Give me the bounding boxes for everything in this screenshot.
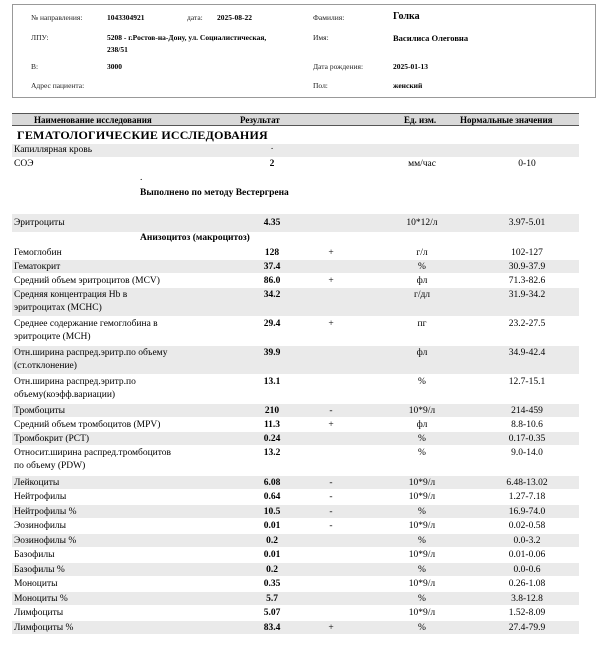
test-result: 0.35 (263, 578, 281, 589)
table-row (12, 418, 579, 431)
test-result: 0.64 (263, 491, 281, 502)
col-unit-header: Ед. изм. (404, 115, 437, 125)
table-row (12, 260, 579, 273)
test-unit: г/дл (413, 290, 431, 300)
test-result: 4.35 (263, 218, 281, 228)
test-flag: + (328, 419, 334, 430)
test-unit: % (418, 433, 426, 444)
test-name-cont: эритроцитах (MCHC) (14, 303, 102, 313)
test-unit: пг (417, 319, 427, 329)
test-reference: 1.27-7.18 (508, 491, 546, 502)
name-value: Василиса Олеговна (393, 33, 469, 43)
capillary-row (12, 144, 579, 157)
test-name: Среднее содержание гемоглобина в (14, 319, 158, 329)
test-reference: 23.2-27.5 (508, 319, 546, 329)
test-flag: - (329, 477, 333, 488)
test-name: Эритроциты (14, 218, 65, 228)
test-unit: % (418, 377, 426, 387)
referral-label: № направления: (31, 13, 83, 22)
test-name: Средняя концентрация Hb в (14, 290, 128, 300)
lpu-value-line2: 238/51 (107, 45, 128, 54)
test-unit: % (418, 593, 426, 604)
test-reference: 31.9-34.2 (508, 290, 546, 300)
test-result: 5.7 (266, 593, 278, 604)
test-unit: г/л (416, 247, 428, 258)
test-reference: 0-10 (518, 158, 536, 169)
test-reference: 3.8-12.8 (511, 593, 543, 604)
test-name: Средний объем эритроцитов (MCV) (14, 275, 160, 286)
test-flag: - (329, 491, 333, 502)
test-reference: 6.48-13.02 (506, 477, 548, 488)
test-name: Лимфоциты % (14, 622, 74, 633)
test-reference: 0.01-0.06 (508, 549, 546, 560)
table-row (12, 274, 579, 287)
test-result: 34.2 (263, 290, 281, 300)
test-name-cont: эритроците (MCH) (14, 332, 91, 342)
sex-label: Пол: (313, 81, 328, 90)
test-reference: 1.52-8.09 (508, 607, 546, 618)
sex-value: женский (393, 81, 423, 90)
test-name: Нейтрофилы % (14, 506, 77, 517)
test-reference: 214-459 (511, 405, 543, 416)
test-reference: 0.0-3.2 (513, 535, 541, 546)
test-unit: % (418, 622, 426, 633)
test-reference: 71.3-82.6 (508, 275, 546, 286)
test-result: 0.2 (266, 564, 278, 575)
date-label: дата: (187, 13, 203, 22)
test-unit: 10*9/л (408, 607, 436, 618)
test-result: 10.5 (263, 506, 281, 517)
test-unit: 10*9/л (408, 491, 436, 502)
table-row (12, 505, 579, 518)
birth-value: 2025-01-13 (393, 62, 428, 71)
test-reference: 0.17-0.35 (508, 433, 546, 444)
test-name: Относит.ширина распред.тромбоцитов (14, 448, 172, 458)
test-name: Гематокрит (14, 261, 61, 272)
table-row (12, 534, 579, 547)
test-result: 0.01 (263, 520, 281, 531)
test-unit: 10*9/л (408, 578, 436, 589)
test-result: 13.1 (263, 377, 281, 387)
anisocytosis-note: Анизоцитоз (макроцитоз) (140, 233, 250, 243)
test-result: 11.3 (263, 419, 281, 430)
table-row (12, 404, 579, 417)
capillary-dot: . (270, 142, 274, 152)
v-label: В: (31, 62, 39, 71)
address-label: Адрес пациента: (31, 81, 85, 90)
col-result-header: Результат (240, 115, 280, 125)
test-reference: 0.26-1.08 (508, 578, 546, 589)
table-header (12, 113, 579, 126)
test-result: 210 (264, 405, 280, 416)
test-reference: 3.97-5.01 (508, 218, 546, 228)
test-result: 37.4 (263, 261, 281, 272)
test-unit: 10*9/л (408, 520, 436, 531)
table-row (12, 246, 579, 259)
test-reference: 16.9-74.0 (508, 506, 546, 517)
test-result: 128 (264, 247, 280, 258)
table-row (12, 157, 579, 170)
test-name: Лейкоциты (14, 477, 60, 488)
table-row (12, 432, 579, 445)
test-unit: % (418, 506, 426, 517)
test-name: Нейтрофилы (14, 491, 67, 502)
table-row (12, 288, 579, 316)
test-reference: 30.9-37.9 (508, 261, 546, 272)
test-name-cont: объему(коэфф.вариации) (14, 390, 116, 400)
col-name-header: Наименование исследования (34, 115, 152, 125)
lpu-value-line1: 5208 - г.Ростов-на-Дону, ул. Социалистическая, (107, 33, 267, 42)
test-result: 29.4 (263, 319, 281, 329)
test-name: Базофилы (14, 549, 55, 560)
test-name-cont: по объему (PDW) (14, 461, 86, 471)
table-row (12, 519, 579, 532)
test-name: Эозинофилы (14, 520, 67, 531)
test-result: 5.07 (263, 607, 281, 618)
test-name: Моноциты (14, 578, 58, 589)
test-name: Средний объем тромбоцитов (MPV) (14, 419, 161, 430)
table-row (12, 577, 579, 590)
test-name: Тромбоциты (14, 405, 66, 416)
test-unit: мм/час (408, 158, 436, 169)
test-result: 0.2 (266, 535, 278, 546)
table-row (12, 346, 579, 374)
patient-header (12, 4, 596, 98)
test-unit: фл (416, 275, 428, 286)
esr-note-dot: . (140, 173, 143, 183)
table-row (12, 375, 579, 403)
test-name: СОЭ (14, 158, 34, 169)
test-flag: + (328, 319, 334, 329)
test-unit: 10*9/л (408, 549, 436, 560)
test-name: Лимфоциты (14, 607, 64, 618)
test-flag: - (329, 520, 333, 531)
test-name: Отн.ширина распред.эритр.по объему (14, 348, 168, 358)
test-result: 0.24 (263, 433, 281, 444)
test-reference: 102-127 (511, 247, 543, 258)
test-unit: фл (416, 348, 428, 358)
test-flag: - (329, 506, 333, 517)
table-row (12, 476, 579, 489)
test-flag: - (329, 405, 333, 416)
test-name-cont: (ст.отклонение) (14, 361, 77, 371)
test-reference: 0.02-0.58 (508, 520, 546, 531)
test-name: Отн.ширина распред.эритр.по (14, 377, 136, 387)
test-name: Эозинофилы % (14, 535, 77, 546)
test-flag: + (328, 622, 334, 633)
test-result: 2 (269, 158, 275, 169)
test-name: Базофилы % (14, 564, 65, 575)
v-value: 3000 (107, 62, 122, 71)
table-row (12, 317, 579, 345)
test-reference: 27.4-79.9 (508, 622, 546, 633)
test-result: 83.4 (263, 622, 281, 633)
table-row (12, 621, 579, 634)
test-reference: 8.8-10.6 (511, 419, 543, 430)
test-unit: фл (416, 419, 428, 430)
table-row (12, 214, 579, 232)
westergren-note: Выполнено по методу Вестергрена (140, 188, 289, 198)
birth-label: Дата рождения: (313, 62, 364, 71)
test-unit: % (418, 448, 426, 458)
table-row (12, 606, 579, 619)
test-reference: 34.9-42.4 (508, 348, 546, 358)
test-unit: 10*12/л (406, 218, 438, 228)
test-flag: + (328, 247, 334, 258)
test-unit: % (418, 535, 426, 546)
test-name: Гемоглобин (14, 247, 62, 258)
referral-date: 2025-08-22 (217, 13, 252, 22)
table-row (12, 548, 579, 561)
test-unit: 10*9/л (408, 405, 436, 416)
name-label: Имя: (313, 33, 329, 42)
table-row (12, 446, 579, 474)
col-ref-header: Нормальные значения (460, 115, 553, 125)
test-result: 6.08 (263, 477, 281, 488)
test-result: 13.2 (263, 448, 281, 458)
test-result: 0.01 (263, 549, 281, 560)
section-title: ГЕМАТОЛОГИЧЕСКИЕ ИССЛЕДОВАНИЯ (17, 128, 268, 142)
test-reference: 12.7-15.1 (508, 377, 546, 387)
table-row (12, 592, 579, 605)
test-reference: 9.0-14.0 (511, 448, 543, 458)
table-row (12, 490, 579, 503)
referral-number: 1043304921 (107, 13, 145, 22)
capillary-label: Капиллярная кровь (14, 145, 93, 155)
test-name: Тромбокрит (PCT) (14, 433, 90, 444)
table-row (12, 563, 579, 576)
test-flag: + (328, 275, 334, 286)
surname-value: Голка (393, 11, 420, 22)
test-result: 39.9 (263, 348, 281, 358)
test-unit: % (418, 564, 426, 575)
lpu-label: ЛПУ: (31, 33, 49, 42)
surname-label: Фамилия: (313, 13, 345, 22)
test-reference: 0.0-0.6 (513, 564, 541, 575)
test-name: Моноциты % (14, 593, 68, 604)
test-result: 86.0 (263, 275, 281, 286)
test-unit: 10*9/л (408, 477, 436, 488)
test-unit: % (418, 261, 426, 272)
